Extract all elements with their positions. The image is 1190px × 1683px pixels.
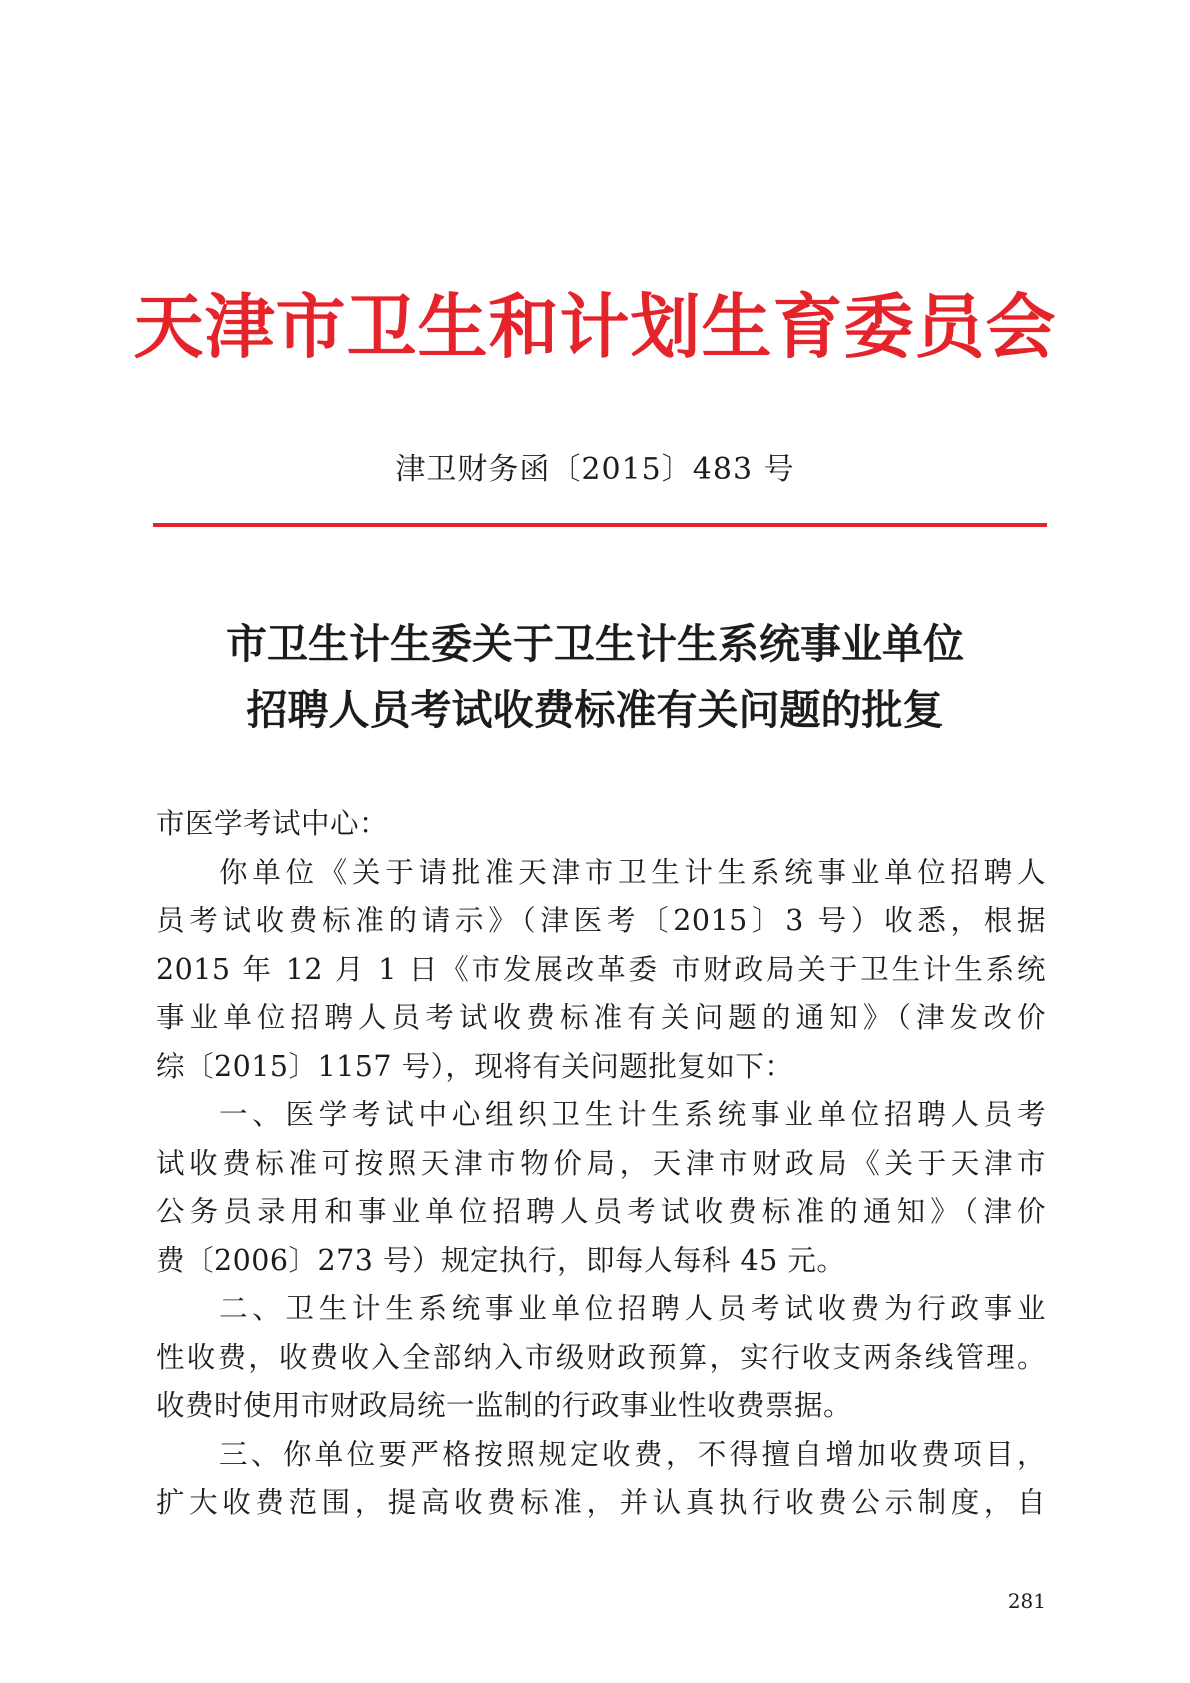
body-line: 员考试收费标准的请示》（津医考〔2015〕3 号）收悉，根据 (156, 904, 1046, 937)
document-title (0, 611, 1190, 743)
body-line: 综〔2015〕1157 号），现将有关问题批复如下： (156, 1049, 794, 1083)
page-number: 281 (1007, 1589, 1046, 1613)
red-separator-line (153, 523, 1047, 527)
body-line: 试收费标准可按照天津市物价局，天津市财政局《关于天津市 (156, 1146, 1046, 1180)
document-title-line: 市卫生计生委关于卫生计生系统事业单位 (226, 620, 964, 668)
body-line: 2015 年 12 月 1 日《市发展改革委 市财政局关于卫生计生系统 (156, 952, 1046, 986)
addressee-line: 市医学考试中心： (156, 807, 389, 840)
issuing-organization-header: 天津市卫生和计划生育委员会 (133, 286, 1057, 368)
body-line: 事业单位招聘人员考试收费标准有关问题的通知》（津发改价 (156, 1001, 1046, 1034)
body-line: 性收费，收费收入全部纳入市级财政预算，实行收支两条线管理。 (156, 1340, 1046, 1374)
body-line: 公务员录用和事业单位招聘人员考试收费标准的通知》（津价 (156, 1195, 1046, 1228)
document-number: 津卫财务函〔2015〕483 号 (395, 452, 795, 487)
body-line: 一、医学考试中心组织卫生计生系统事业单位招聘人员考 (219, 1098, 1046, 1131)
body-line: 扩大收费范围，提高收费标准，并认真执行收费公示制度，自 (156, 1486, 1046, 1519)
body-line: 三、你单位要严格按照规定收费，不得擅自增加收费项目， (219, 1437, 1046, 1471)
body-line: 收费时使用市财政局统一监制的行政事业性收费票据。 (156, 1389, 853, 1422)
document-title-line: 招聘人员考试收费标准有关问题的批复 (246, 686, 944, 734)
body-line: 费〔2006〕273 号）规定执行，即每人每科 45 元。 (156, 1243, 846, 1277)
document-body (156, 800, 1046, 1528)
body-line: 二、卫生计生系统事业单位招聘人员考试收费为行政事业 (219, 1292, 1046, 1325)
body-line: 你单位《关于请批准天津市卫生计生系统事业单位招聘人 (219, 855, 1046, 889)
